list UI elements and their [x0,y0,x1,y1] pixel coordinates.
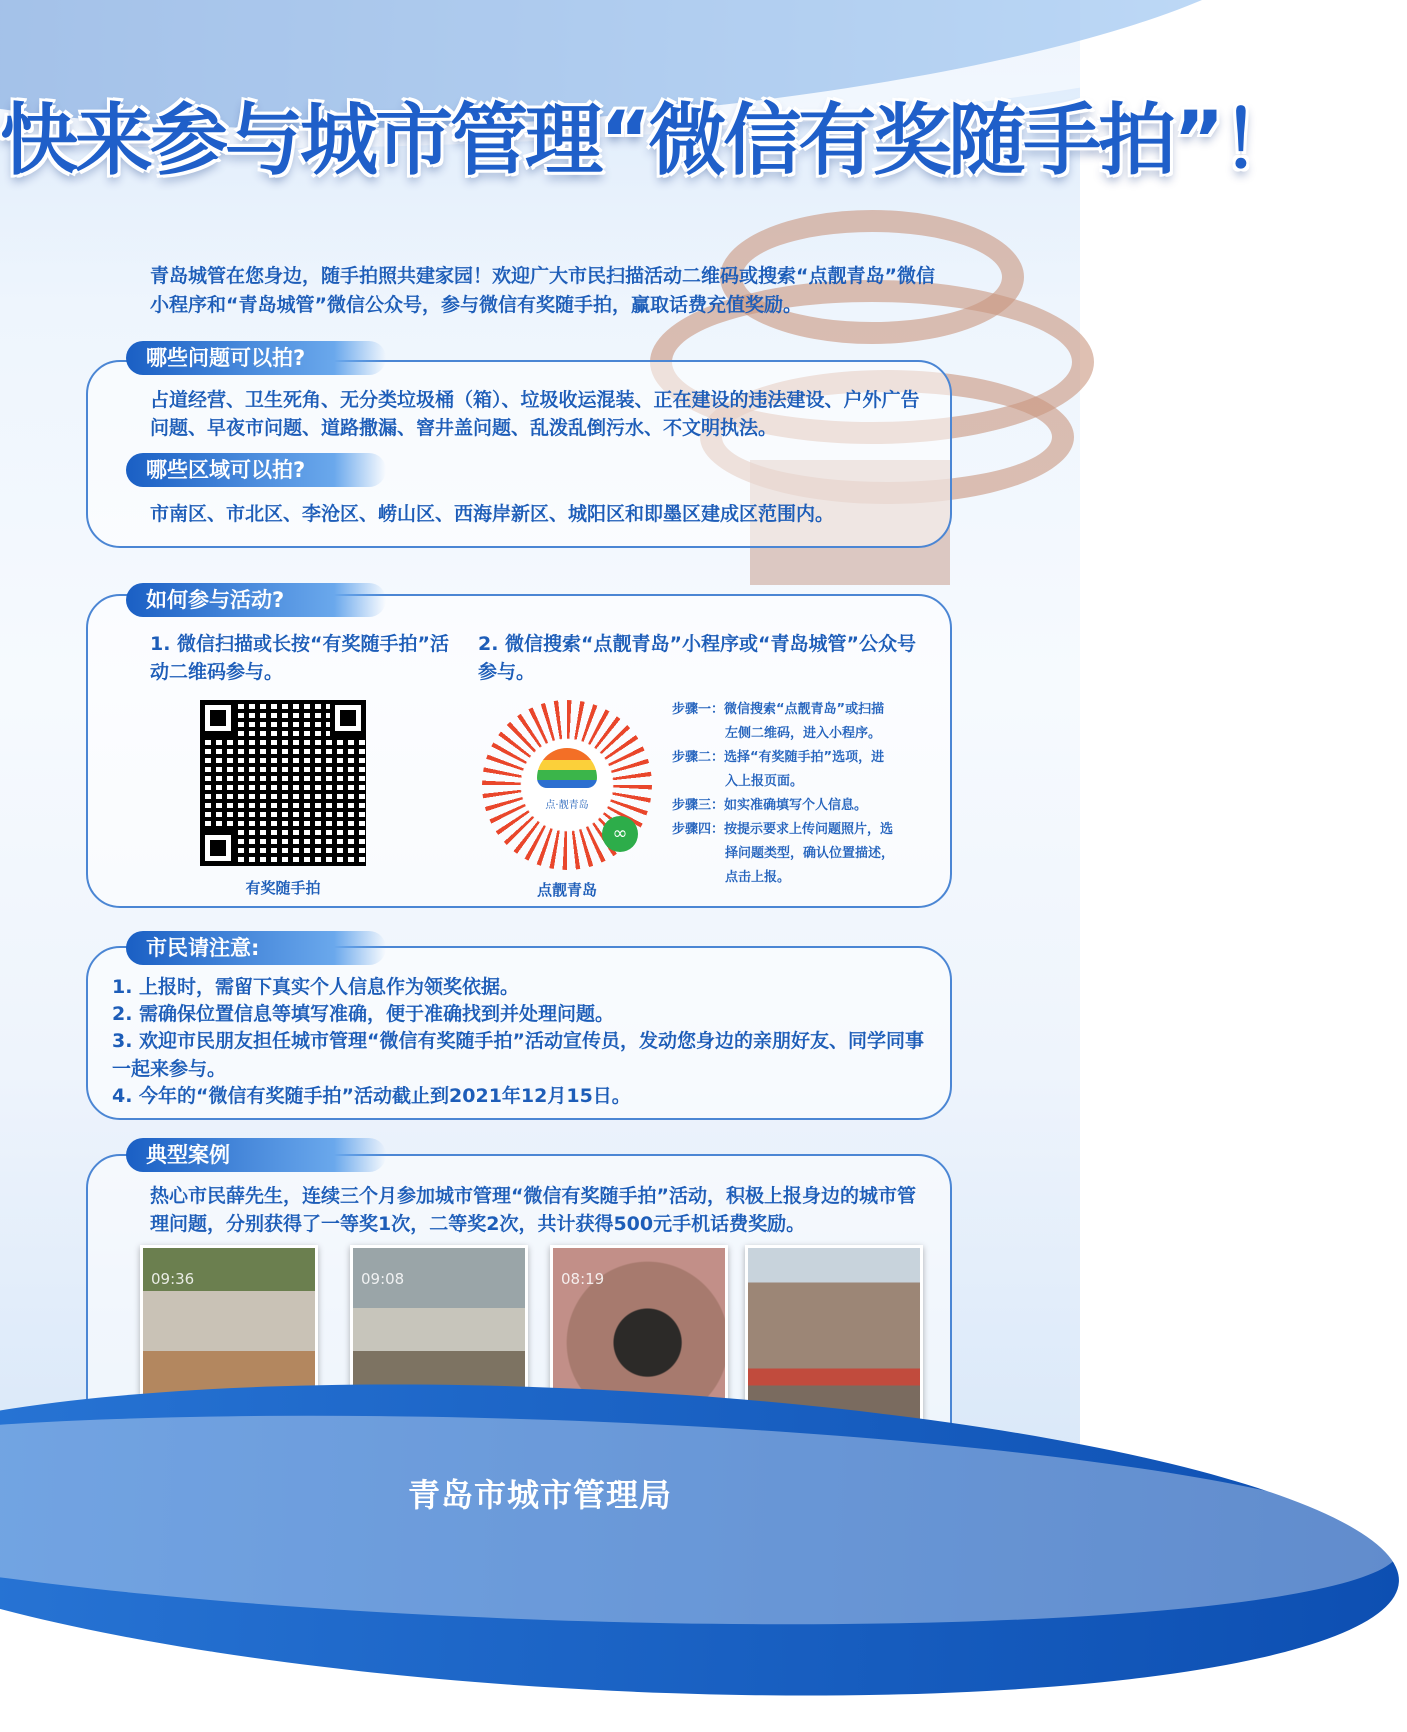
mini-program-label: 点靓青岛 [536,881,597,899]
step-line: 步骤一：微信搜索“点靓青岛”或扫描 [672,702,885,717]
case-photo-advertising [745,1245,923,1423]
qr-label: 有奖随手拍 [245,879,321,897]
poster-title: 快来参与城市管理“微信有奖随手拍”！ [0,96,1297,186]
heading-what-problems: 哪些问题可以拍? [126,341,386,375]
step-line: 步骤二：选择“有奖随手拍”选项，进 [672,750,885,765]
qr-finder [200,700,236,736]
mini-program-logo [537,748,597,788]
intro-text: 青岛城管在您身边，随手拍照共建家园！欢迎广大市民扫描活动二维码或搜索“点靓青岛”微信小程序和“青岛城管”微信公众号，参与微信有奖随手拍，赢取话费充值奖励。 [150,265,935,316]
heading-notice: 市民请注意: [126,931,386,965]
mini-program-name: 点·靓青岛 [545,800,589,811]
activity-qr-code[interactable] [200,700,366,866]
notice-item: 4. 今年的“微信有奖随手拍”活动截止到2021年12月15日。 [112,1085,631,1107]
way-1-text: 1. 微信扫描或长按“有奖随手拍”活动二维码参与。 [150,633,450,683]
notice-item: 1. 上报时，需留下真实个人信息作为领奖依据。 [112,976,520,998]
way-2-text: 2. 微信搜索“点靓青岛”小程序或“青岛城管”公众号参与。 [478,633,917,683]
photo-time: 08:19 [561,1270,605,1288]
footer-organization: 青岛市城市管理局 [407,1476,672,1514]
step-line: 步骤三：如实准确填写个人信息。 [672,798,868,813]
notice-item: 2. 需确保位置信息等填写准确，便于准确找到并处理问题。 [112,1003,615,1025]
problems-text: 占道经营、卫生死角、无分类垃圾桶（箱）、垃圾收运混装、正在建设的违法建设、户外广告问题、早夜市问题、道路撒漏、窨井盖问题、乱泼乱倒污水、不文明执法。 [150,389,920,439]
photo-time: 09:36 [151,1270,195,1288]
cases-text: 热心市民薛先生，连续三个月参加城市管理“微信有奖随手拍”活动，积极上报身边的城市管理问题，分别获得了一等奖1次，二等奖2次，共计获得500元手机话费奖励。 [150,1185,916,1235]
photo-time: 09:08 [361,1270,405,1288]
qr-finder [330,700,366,736]
wechat-mini-icon: ∞ [602,816,638,852]
mini-program-code[interactable] [482,700,652,870]
step-line: 点击上报。 [725,870,791,885]
areas-text: 市南区、市北区、李沧区、崂山区、西海岸新区、城阳区和即墨区建成区范围内。 [150,503,835,525]
step-line: 步骤四：按提示要求上传问题照片，选 [672,822,894,837]
heading-cases: 典型案例 [126,1138,386,1172]
step-line: 入上报页面。 [725,774,804,789]
heading-which-areas: 哪些区域可以拍? [126,453,386,487]
heading-how-to-join: 如何参与活动? [126,583,386,617]
step-line: 左侧二维码，进入小程序。 [725,726,882,741]
notice-item: 3. 欢迎市民朋友担任城市管理“微信有奖随手拍”活动宣传员，发动您身边的亲朋好友、同学同事一起来参与。 [112,1030,925,1080]
qr-finder [200,830,236,866]
step-line: 择问题类型，确认位置描述， [725,846,895,861]
